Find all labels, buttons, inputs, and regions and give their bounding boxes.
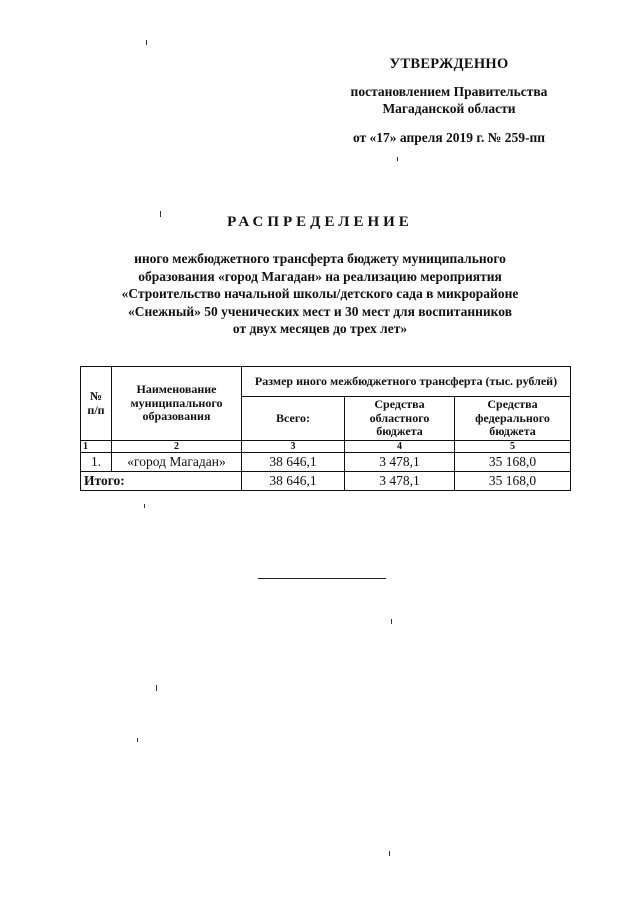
approval-stamp [318,56,580,146]
subtitle-line-1: иного межбюджетного трансферта бюджету муниципального [134,251,506,266]
table-header-row-1 [81,367,571,397]
total-federal: 35 168,0 [455,472,571,491]
approval-date: от «17» апреля 2019 г. № 259-пп [352,130,546,145]
header-regional: Средства областного бюджета [345,397,455,441]
column-number-3: 3 [242,441,345,453]
table-row [81,453,571,472]
total-sum: 38 646,1 [242,472,345,491]
document-heading: РАСПРЕДЕЛЕНИЕ [227,214,413,230]
subtitle-line-3: «Строительство начальной школы/детского сада в микрорайоне [121,286,519,301]
transfer-table [80,366,571,491]
column-number-row [81,441,571,453]
approval-title: УТВЕРЖДЕННО [389,56,509,72]
approval-authority [318,83,580,117]
scan-speck [144,504,145,508]
column-number-1: 1 [81,441,112,453]
total-regional: 3 478,1 [345,472,455,491]
row-regional: 3 478,1 [345,453,455,472]
subtitle-line-5: от двух месяцев до трех лет» [232,321,408,336]
document-subtitle [85,250,555,338]
header-num: № п/п [81,367,112,441]
scan-speck [391,619,392,624]
scan-speck [137,738,138,742]
total-label: Итого: [81,472,242,491]
scan-speck [397,157,398,161]
header-total: Всего: [242,397,345,441]
header-name: Наименование муниципального образования [112,367,242,441]
approval-authority-line-2: Магаданской области [382,101,516,116]
scan-speck [389,851,390,856]
row-federal: 35 168,0 [455,453,571,472]
header-federal: Средства федерального бюджета [455,397,571,441]
header-group: Размер иного межбюджетного трансферта (тыс. рублей) [242,367,571,397]
scan-speck [146,40,147,45]
column-number-2: 2 [112,441,242,453]
scan-speck [160,211,161,217]
column-number-4: 4 [345,441,455,453]
total-row [81,472,571,491]
subtitle-line-4: «Снежный» 50 ученических мест и 30 мест для воспитанников [127,303,512,319]
row-total: 38 646,1 [242,453,345,472]
column-number-5: 5 [455,441,571,453]
subtitle-line-2: образования «город Магадан» на реализацию мероприятия [138,268,502,284]
scan-speck [156,685,157,691]
row-name: «город Магадан» [112,453,242,472]
row-num: 1. [81,453,112,472]
closing-rule [258,578,386,579]
approval-authority-line-1: постановлением Правительства [350,84,548,99]
